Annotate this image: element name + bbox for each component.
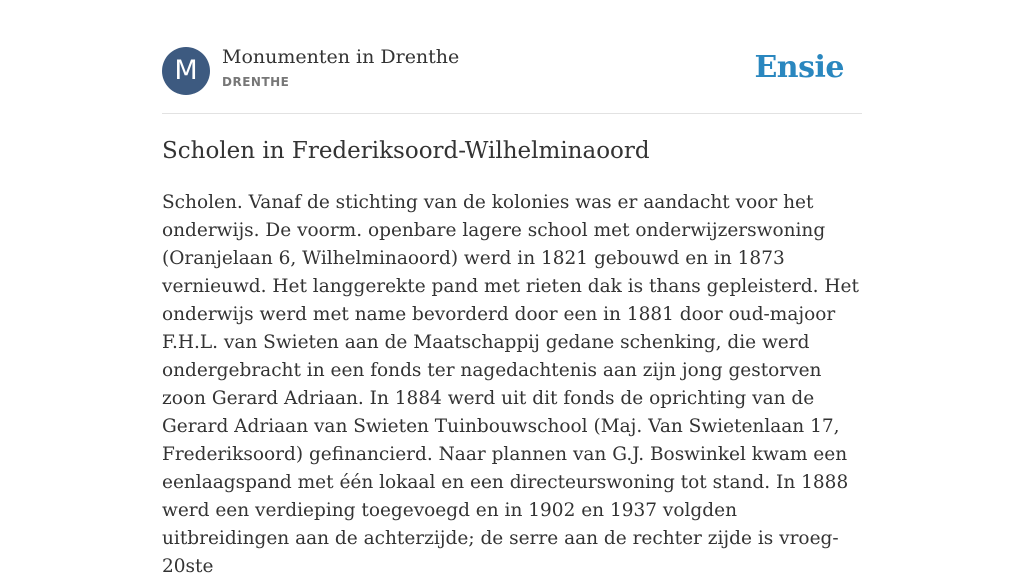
site-region-label: DRENTHE <box>222 75 290 89</box>
article-body: Scholen. Vanaf de stichting van de kolonies was er aandacht voor het onderwijs. De voorm. openbare lagere school met onderwijzerswoning (Oranjelaan 6, Wilhelminaoord) werd in 1821 gebouwd en in 1873 vernieuwd. Het langgerekte pand met rieten dak is thans gepleisterd. Het onderwijs werd met name bevorderd door een in 1881 door oud-majoor F.H.L. van Swieten aan de Maatschappij gedane schenking, die werd ondergebracht in een fonds ter nagedachtenis aan zijn jong gestorven zoon Gerard Adriaan. In 1884 werd uit dit fonds de oprichting van de Gerard Adriaan van Swieten Tuinbouwschool (Maj. Van Swietenlaan 17, Frederiksoord) gefinancierd. Naar plannen van G.J. Boswinkel kwam een eenlaagspand met één lokaal en een directeurswoning tot stand. In 1888 werd een verdieping toegevoegd en in 1902 en 1937 volgden uitbreidingen aan de achterzijde; de serre aan de rechter zijde is vroeg-20ste <box>162 192 859 577</box>
article-title: Scholen in Frederiksoord-Wilhelminaoord <box>162 138 650 164</box>
avatar[interactable]: M <box>162 47 210 95</box>
ensie-logo-link[interactable]: Ensie <box>754 50 844 85</box>
page <box>162 0 862 577</box>
header <box>162 0 862 114</box>
site-name-link[interactable]: Monumenten in Drenthe <box>222 46 460 68</box>
